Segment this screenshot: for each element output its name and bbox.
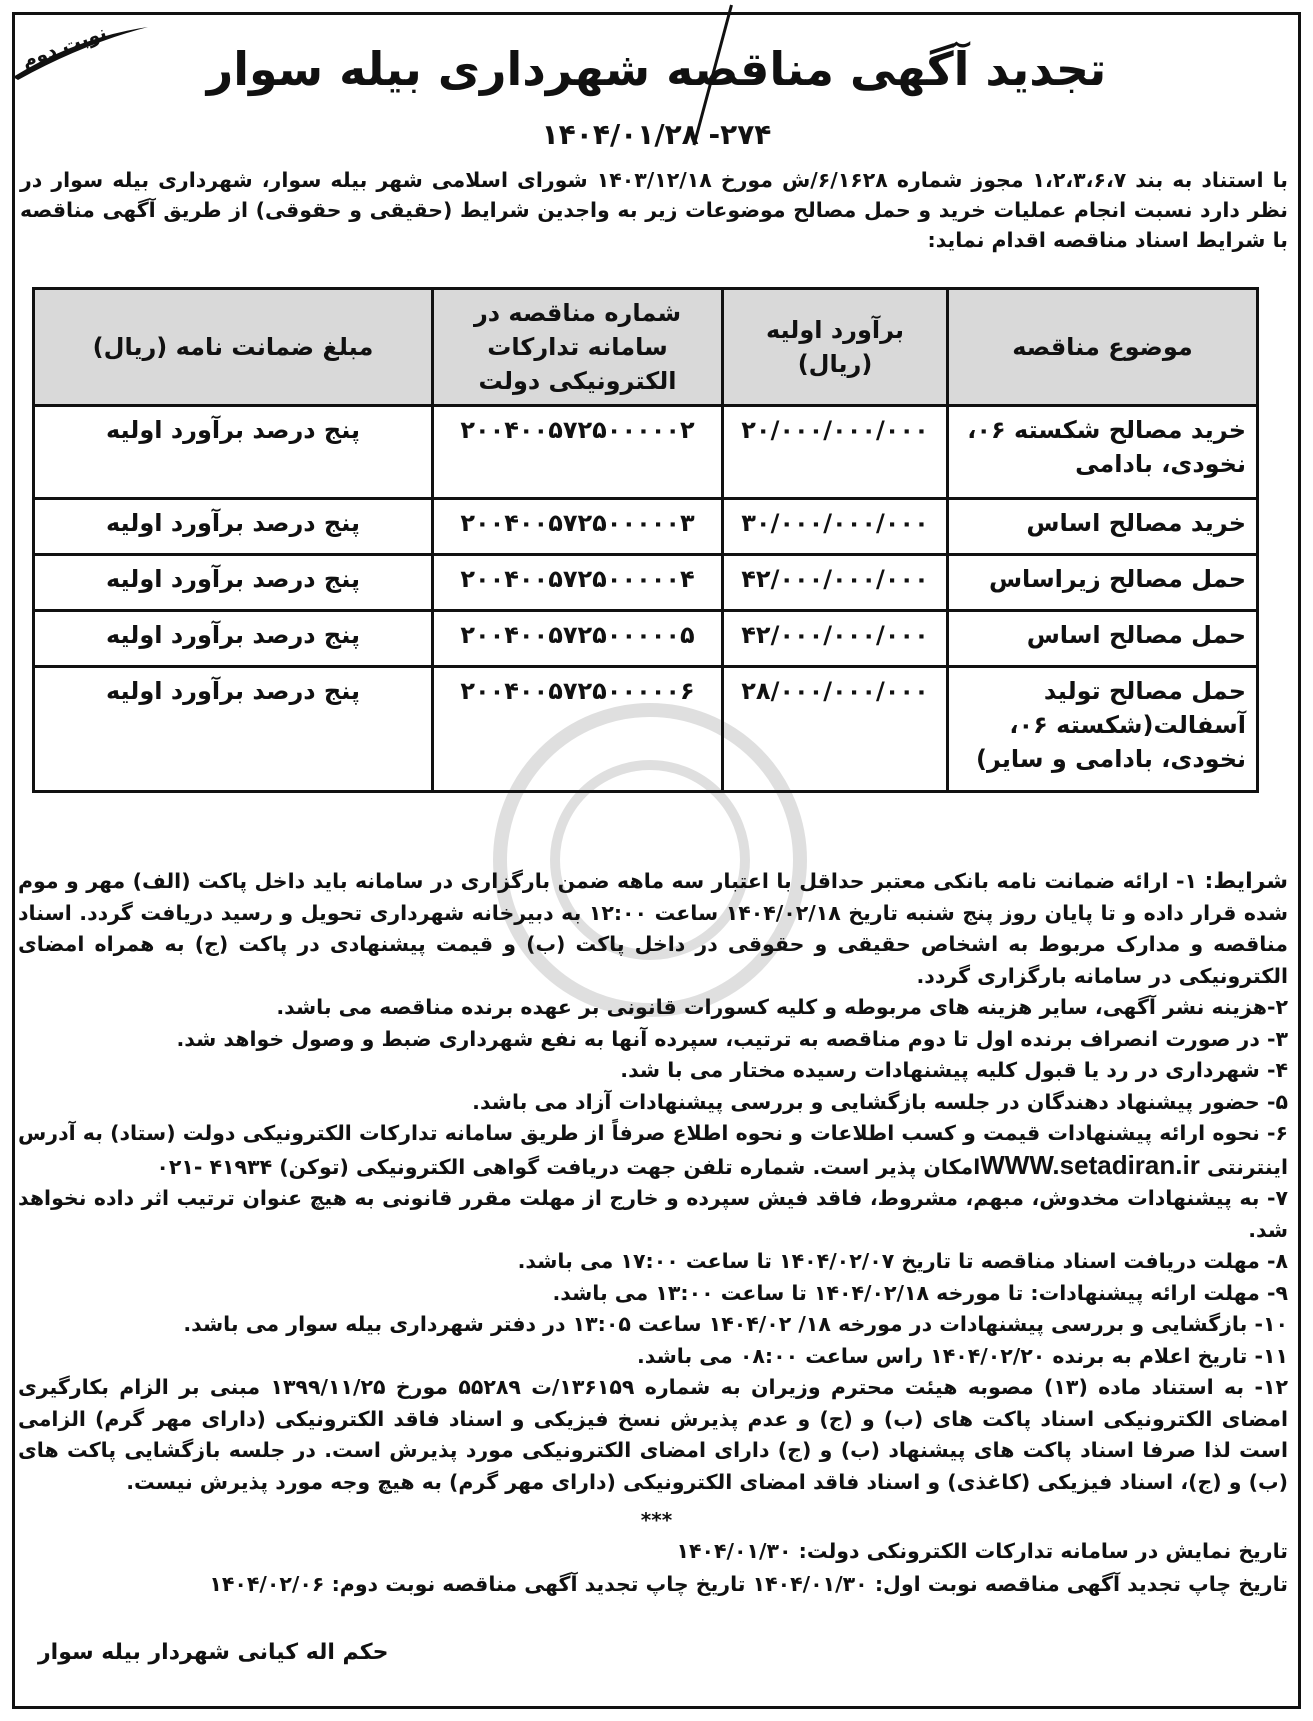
conditions-label: شرایط: — [1204, 869, 1288, 894]
table-row — [34, 499, 1258, 555]
table-row — [34, 611, 1258, 667]
table-row — [34, 667, 1258, 792]
condition-12: ۱۲- به استناد ماده (۱۳) مصوبه هیئت محترم وزیران به شماره ۱۳۶۱۵۹/ت ۵۵۲۸۹ مورخ ۱۳۹۹/۱۱/۲۵ مبنی بر الزام بکارگیری امضای الکترونیکی اسناد پاکت های (ب) و (ج) و عدم پذیرش نسخ فیزیکی و اسناد فاقد الکترونیکی (دارای مهر گرم) الزامی است لذا صرفا اسناد پاکت های پیشنهاد (ب) و (ج) دارای امضای الکترونیکی مورد پذیرش است. در جلسه بازگشایی پاکت های (ب) و (ج)، اسناد فیزیکی (کاغذی) و اسناد فاقد امضای الکترونیکی (دارای مهر گرم) به هیچ وجه مورد پذیرش نیست. — [18, 1375, 1288, 1494]
row-number: ۲۰۰۴۰۰۵۷۲۵۰۰۰۰۰۲ — [433, 406, 723, 499]
row-guarantee: پنج درصد برآورد اولیه — [34, 499, 433, 555]
table-row — [34, 555, 1258, 611]
condition-6-phone: امکان پذیر است. شماره تلفن جهت دریافت گواهی الکترونیکی (توکن) ۴۱۹۳۴ -۰۲۱ — [156, 1154, 981, 1179]
header-guarantee: مبلغ ضمانت نامه (ریال) — [34, 289, 433, 406]
row-estimate: ۴۲/۰۰۰/۰۰۰/۰۰۰ — [723, 611, 948, 667]
row-guarantee: پنج درصد برآورد اولیه — [34, 555, 433, 611]
condition-10: ۱۰- بازگشایی و بررسی پیشنهادات در مورخه ۱۸/ ۱۴۰۴/۰۲ ساعت ۱۳:۰۵ در دفتر شهرداری بیله سوار می باشد. — [183, 1312, 1288, 1336]
row-number: ۲۰۰۴۰۰۵۷۲۵۰۰۰۰۰۵ — [433, 611, 723, 667]
condition-6-text: ۶- نحوه ارائه پیشنهادات قیمت و کسب اطلاعات و نحوه اطلاع صرفاً از طریق سامانه تدارکات الکترونیکی دولت (ستاد) به آدرس اینترنتی — [18, 1121, 1288, 1179]
row-guarantee: پنج درصد برآورد اولیه — [34, 406, 433, 499]
header-number: شماره مناقصه در سامانه تدارکات الکترونیکی دولت — [433, 289, 723, 406]
row-subject: خرید مصالح اساس — [948, 499, 1258, 555]
print-dates: تاریخ چاپ تجدید آگهی مناقصه نوبت اول: ۱۴۰۴/۰۱/۳۰ تاریخ چاپ تجدید آگهی مناقصه نوبت دوم: ۱۴۰۴/۰۲/۰۶ — [209, 1572, 1288, 1596]
row-number: ۲۰۰۴۰۰۵۷۲۵۰۰۰۰۰۴ — [433, 555, 723, 611]
display-date: تاریخ نمایش در سامانه تدارکات الکترونکی دولت: ۱۴۰۴/۰۱/۳۰ — [676, 1539, 1288, 1563]
intro-paragraph: با استناد به بند ۱،۲،۳،۶،۷ مجوز شماره ۶/۱۶۲۸/ش مورخ ۱۴۰۳/۱۲/۱۸ شورای اسلامی شهر بیله سوار، شهرداری بیله سوار در نظر دارد نسبت انجام عملیات خرید و حمل مصالح موضوعات زیر به واجدین شرایط (حقیقی و حقوقی) از طریق آگهی مناقصه با شرایط اسناد مناقصه اقدام نماید: — [20, 168, 1288, 252]
table-row — [34, 406, 1258, 499]
row-number: ۲۰۰۴۰۰۵۷۲۵۰۰۰۰۰۶ — [433, 667, 723, 792]
condition-2: ۲-هزینه نشر آگهی، سایر هزینه های مربوطه و کلیه کسورات قانونی بر عهده برنده مناقصه می باشد. — [276, 995, 1288, 1019]
row-subject: حمل مصالح زیراساس — [948, 555, 1258, 611]
condition-11: ۱۱- تاریخ اعلام به برنده ۱۴۰۴/۰۲/۲۰ راس ساعت ۰۸:۰۰ می باشد. — [636, 1343, 1288, 1368]
table-header-row — [34, 289, 1258, 406]
condition-4: ۴- شهرداری در رد یا قبول کلیه پیشنهادات رسیده مختار می با شد. — [620, 1058, 1288, 1082]
condition-1-text: ۱- ارائه ضمانت نامه بانکی معتبر حداقل با اعتبار سه ماهه ضمن بارگزاری در سامانه باید داخل پاکت (الف) مهر و موم شده قرار داده و تا پایان روز پنج شنبه تاریخ ۱۴۰۴/۰۲/۱۸ ساعت ۱۲:۰۰ به دبیرخانه شهرداری تحویل و رسید دریافت گردد. اسناد مناقصه و مدارک مربوط به اشخاص حقیقی و حقوقی در داخل پاکت (ب) و قیمت پیشنهادی در پاکت (ج) به همراه امضای الکترونیکی در سامانه بارگزاری گردد. — [18, 869, 1288, 988]
separator-stars: *** — [640, 1508, 673, 1532]
row-number: ۲۰۰۴۰۰۵۷۲۵۰۰۰۰۰۳ — [433, 499, 723, 555]
header-estimate: برآورد اولیه (ریال) — [723, 289, 948, 406]
row-estimate: ۳۰/۰۰۰/۰۰۰/۰۰۰ — [723, 499, 948, 555]
condition-7: ۷- به پیشنهادات مخدوش، مبهم، مشروط، فاقد فیش سپرده و خارج از مهلت مقرر قانونی به هیچ عنوان ترتیب اثر داده نخواهد شد. — [18, 1186, 1288, 1242]
condition-5: ۵- حضور پیشنهاد دهندگان در جلسه بازگشایی و بررسی پیشنهادات آزاد می باشد. — [472, 1089, 1288, 1114]
dates-section — [20, 1535, 1288, 1601]
row-subject: حمل مصالح تولید آسفالت(شکسته ۰۶، نخودی، بادامی و سایر) — [948, 667, 1258, 792]
round-badge: نوبت دوم — [18, 21, 110, 73]
row-guarantee: پنج درصد برآورد اولیه — [34, 611, 433, 667]
row-estimate: ۴۲/۰۰۰/۰۰۰/۰۰۰ — [723, 555, 948, 611]
page-title: تجدید آگهی مناقصه شهرداری بیله سوار — [206, 42, 1107, 96]
row-subject: حمل مصالح اساس — [948, 611, 1258, 667]
mayor-signature: حکم اله کیانی شهردار بیله سوار — [38, 1640, 389, 1665]
tenders-table — [32, 287, 1259, 793]
row-estimate: ۲۸/۰۰۰/۰۰۰/۰۰۰ — [723, 667, 948, 792]
condition-8: ۸- مهلت دریافت اسناد مناقصه تا تاریخ ۱۴۰۴/۰۲/۰۷ تا ساعت ۱۷:۰۰ می باشد. — [517, 1249, 1288, 1273]
row-estimate: ۲۰/۰۰۰/۰۰۰/۰۰۰ — [723, 406, 948, 499]
row-subject: خرید مصالح شکسته ۰۶، نخودی، بادامی — [948, 406, 1258, 499]
row-guarantee: پنج درصد برآورد اولیه — [34, 667, 433, 792]
condition-3: ۳- در صورت انصراف برنده اول تا دوم مناقصه به ترتیب، سپرده آنها به نفع شهرداری ضبط و وصول خواهد شد. — [176, 1026, 1288, 1051]
conditions-section — [18, 866, 1288, 1498]
setad-url-link[interactable]: WWW.setadiran.ir — [980, 1149, 1200, 1180]
condition-9: ۹- مهلت ارائه پیشنهادات: تا مورخه ۱۴۰۴/۰۲/۱۸ تا ساعت ۱۳:۰۰ می باشد. — [552, 1280, 1288, 1305]
header-subject: موضوع مناقصه — [948, 289, 1258, 406]
condition-6 — [18, 1118, 1288, 1183]
condition-1 — [18, 866, 1288, 992]
reference-number: ۲۷۴- ۱۴۰۴/۰۱/۲۸ — [541, 118, 772, 151]
